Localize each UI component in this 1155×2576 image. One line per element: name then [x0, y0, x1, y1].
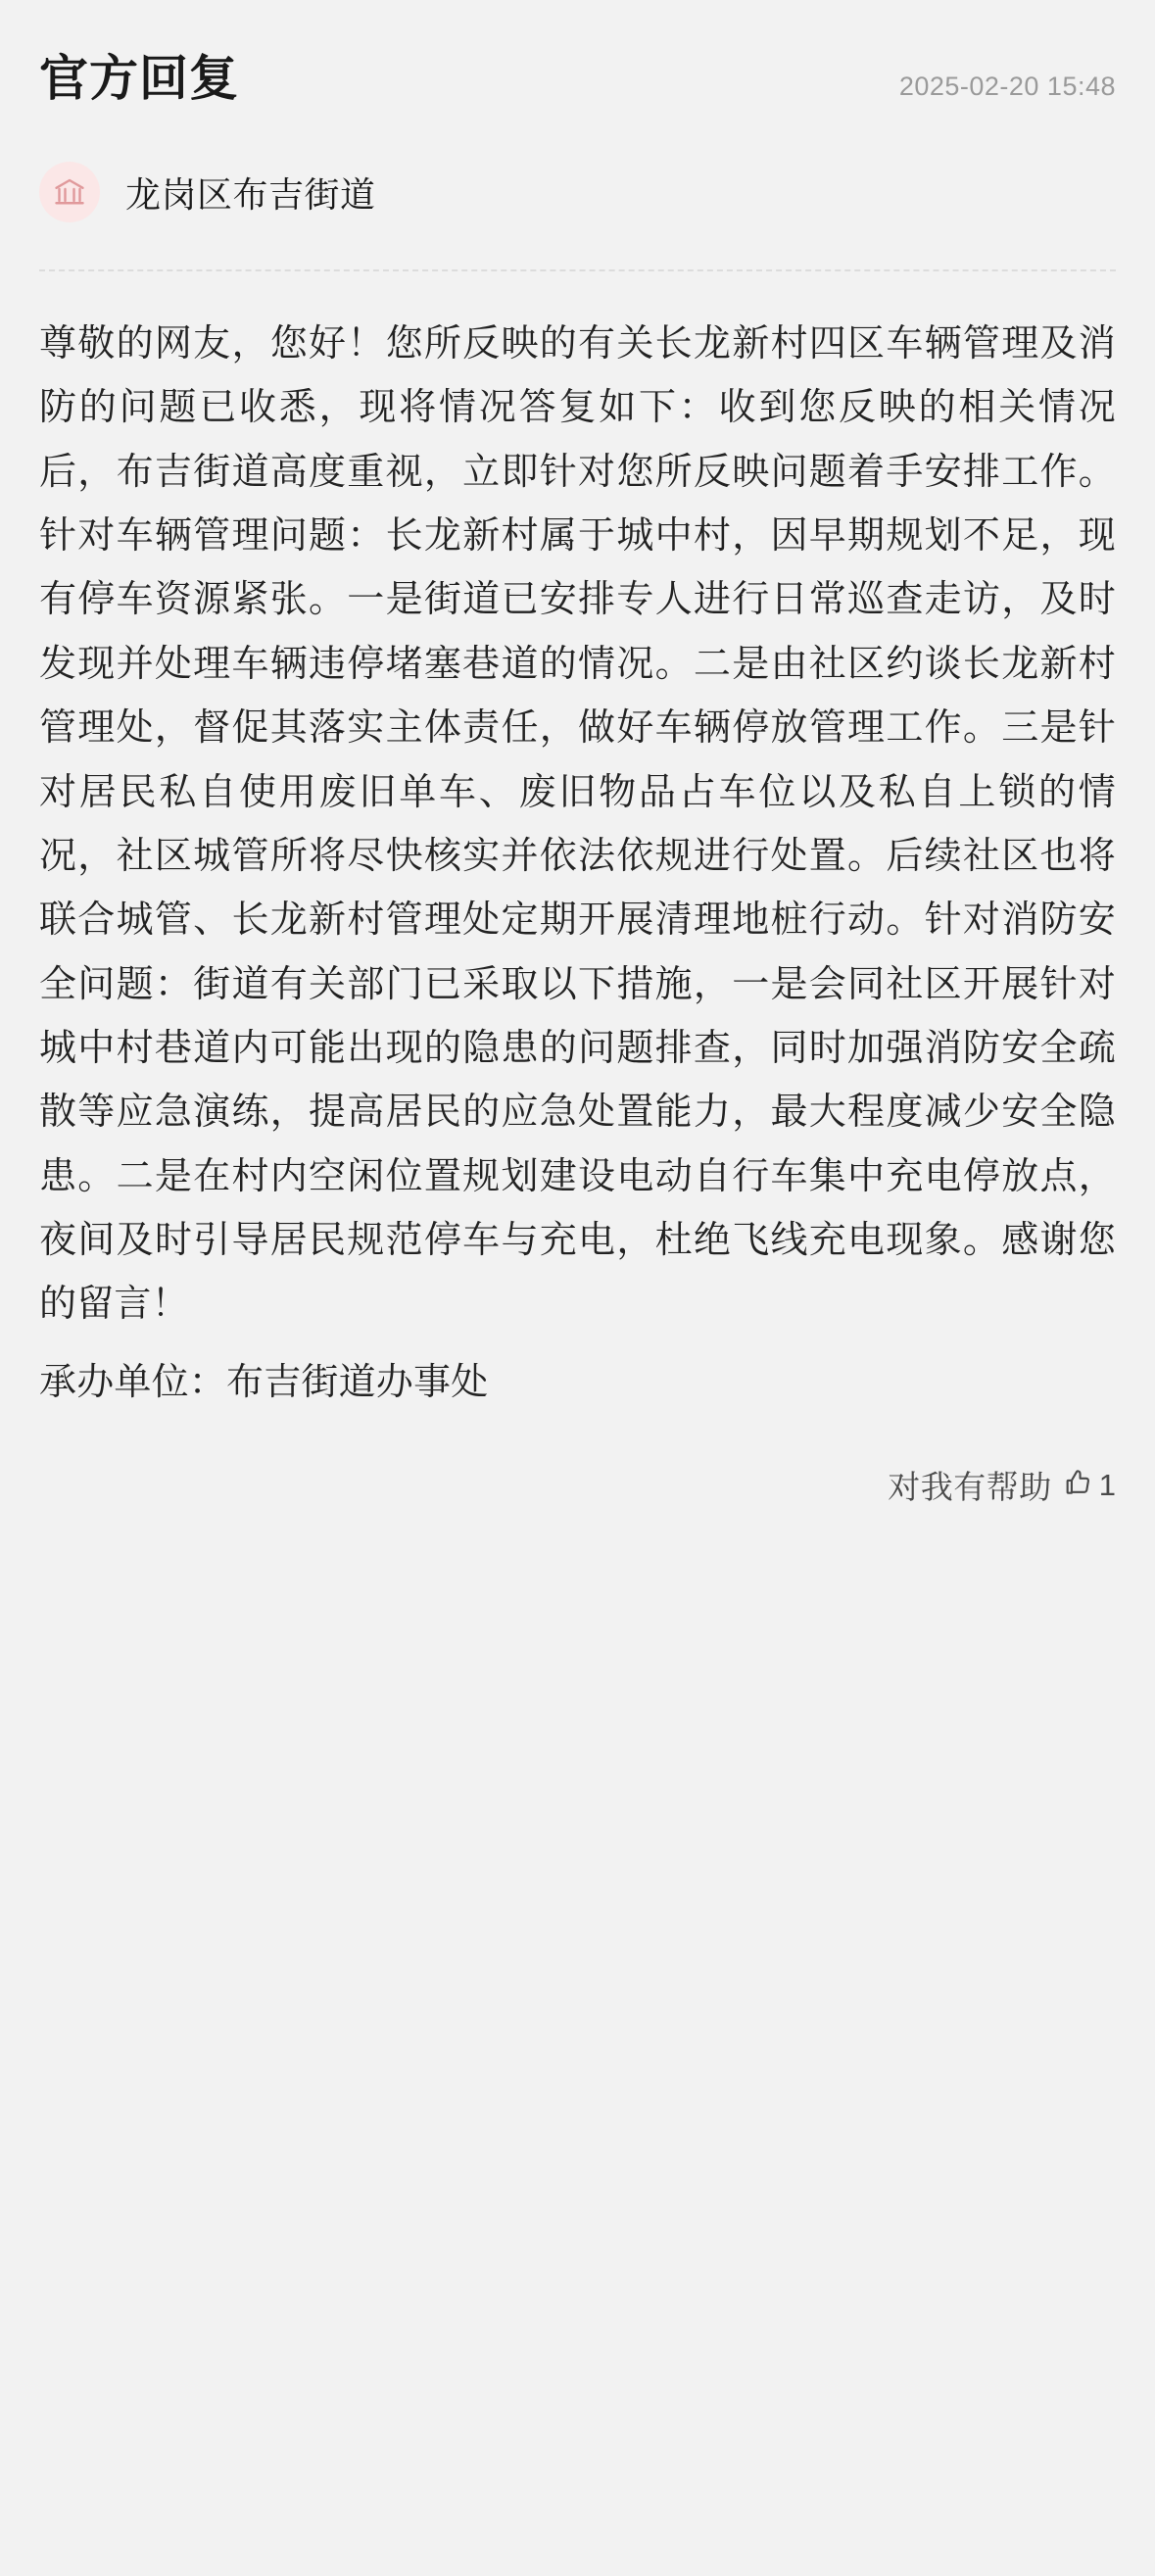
- handling-department: 承办单位：布吉街道办事处: [39, 1361, 489, 1403]
- footer: [39, 1462, 1116, 1547]
- helpful-label: 对我有帮助: [888, 1469, 1052, 1506]
- header: [39, 29, 1116, 108]
- avatar: [39, 162, 100, 222]
- official-reply-card: [39, 0, 1116, 1547]
- helpful-button[interactable]: [1062, 1466, 1116, 1504]
- reply-timestamp: 2025-02-20 15:48: [898, 72, 1116, 101]
- page-title: 官方回复: [39, 51, 239, 106]
- reply-body: 尊敬的网友，您好！您所反映的有关长龙新村四区车辆管理及消防的问题已收悉，现将情况答复如下：收到您反映的相关情况后，布吉街道高度重视，立即针对您所反映问题着手安排工作。针对车辆管理问题：长龙新村属于城中村，因早期规划不足，现有停车资源紧张。一是街道已安排专人进行日常巡查走访，及时发现并处理车辆违停堵塞巷道的情况。二是由社区约谈长龙新村管理处，督促其落实主体责任，做好车辆停放管理工作。三是针对居民私自使用废旧单车、废旧物品占车位以及私自上锁的情况，社区城管所将尽快核实并依法依规进行处置。后续社区也将联合城管、长龙新村管理处定期开展清理地桩行动。针对消防安全问题：街道有关部门已采取以下措施，一是会同社区开展针对城中村巷道内可能出现的隐患的问题排查，同时加强消防安全疏散等应急演练，提高居民的应急处置能力，最大程度减少安全隐患。二是在村内空闲位置规划建设电动自行车集中充电停放点，夜间及时引导居民规范停车与充电，杜绝飞线充电现象。感谢您的留言！: [39, 323, 1116, 1326]
- thumbs-up-icon[interactable]: [1062, 1466, 1095, 1504]
- helpful-count: 1: [1098, 1467, 1116, 1502]
- organization-row[interactable]: [39, 162, 1116, 271]
- organization-name: 龙岗区布吉街道: [125, 173, 376, 215]
- government-building-icon: [52, 174, 87, 210]
